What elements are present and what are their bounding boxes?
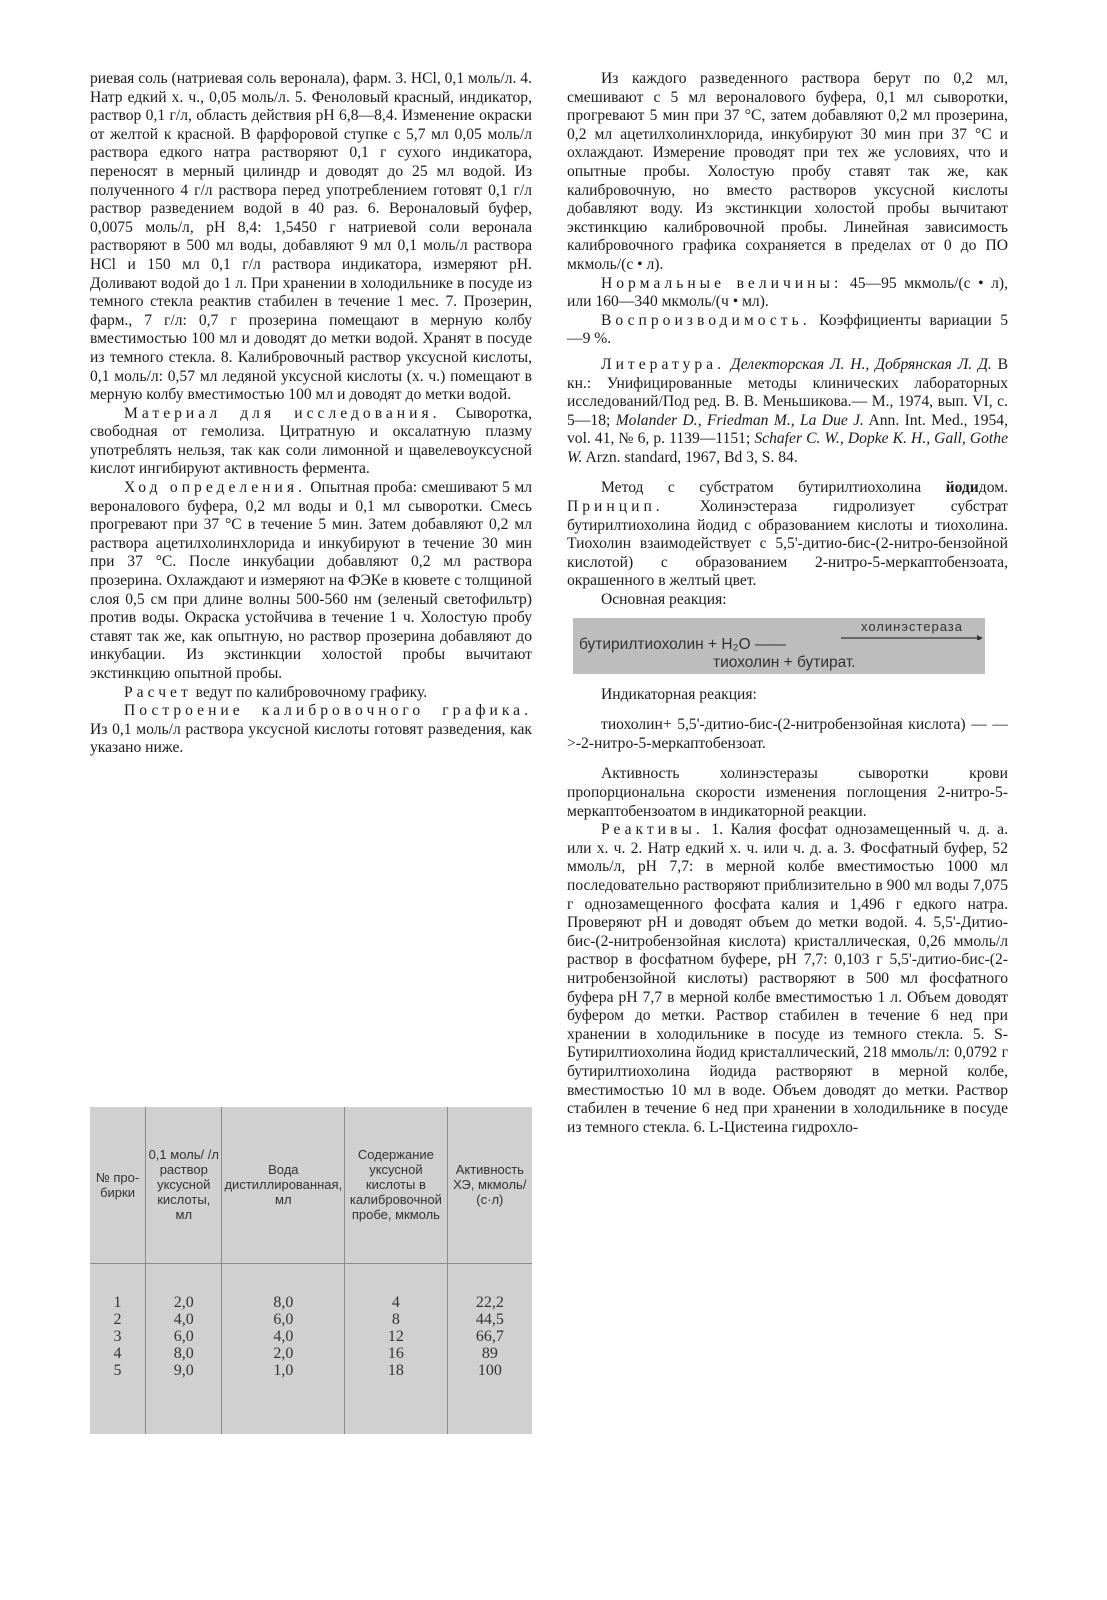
- method-text-1: Метод с субстратом бутирилтиохолина: [601, 479, 946, 497]
- cell-value: 1: [113, 1293, 122, 1311]
- cell-value: 18: [387, 1361, 404, 1379]
- calibration-graph-text: Из 0,1 моль/л раствора уксусной кислоты готовят разведения, как указано ниже.: [90, 720, 532, 757]
- table-cell-content: [345, 1263, 447, 1434]
- cell-value: 2: [113, 1310, 122, 1328]
- activity-paragraph: Активность холинэстеразы сыворотки крови пропорциональна скорости изменения поглощения 2-нитро-5-меркаптобензоатом в индикаторной реакции.: [567, 765, 1008, 820]
- material-text: Сыворотка, свободная от гемолиза. Цитратную и оксалатную плазму употреблять нельзя, так как соли лимонной и щавелевоуксусной кислот ингибируют активность фермента.: [90, 404, 532, 478]
- cell-value: 6,0: [273, 1310, 294, 1328]
- cell-value: 9,0: [173, 1361, 194, 1379]
- cell-value: 8,0: [273, 1293, 294, 1311]
- cell-value: 3: [113, 1327, 122, 1345]
- cell-value: 100: [477, 1361, 502, 1379]
- procedure-text: Опытная проба: смешивают 5 мл вероналового буфера, 0,2 мл воды и 0,1 мл сыворотки. Смесь прогревают при 37 °С в течение 5 мин. Затем добавляют 0,2 мл раствора ацетилхолинхлорида и инкубируют в течение 30 мин при 37 °С. После инкубации добавляют 0,2 мл раствора прозерина. Охлаждают и измеряют на ФЭКе в кювете с толщиной слоя 0,5 см при длине волны 500-560 нм (зеленый светофильтр) против воды. Окраска устойчива в течение 1 ч. Холостую пробу ставят так же, как опытную, но раствор прозерина добавляют до инкубации. Из экстинкции холостой пробы вычитают экстинкцию опытной пробы.: [90, 479, 532, 682]
- normal-values-text: 45—95 мкмоль/(с • л), или 160—340 мкмоль/(ч • мл).: [567, 274, 1009, 311]
- left-column: [90, 70, 532, 758]
- cell-value: 8,0: [173, 1344, 194, 1362]
- reagents-text: 1. Калия фосфат однозамещенный ч. д. а. или х. ч. 2. Натр едкий х. ч. или ч. д. а. 3. Фосфатный буфер, 52 ммоль/л, рН 7,7: в мерной колбе вместимостью 1000 мл последовательно растворяют приблизительно в 900 мл воды 7,075 г однозамещенного фосфата калия и 1,496 г едкого натра. Проверяют рН и доводят объем до метки водой. 4. 5,5'-Дитио-бис-(2-нитробензойная кислота) кристаллическая, 0,26 ммоль/л раствор в фосфатном буфере, рН 7,7: 0,103 г 5,5'-дитио-бис-(2-нитробензойной кислоты) растворяют в 500 мл фосфатного буфера рН 7,7 в мерной колбе вместимостью 1 л. Объем доводят буфером до метки. Раствор стабилен в течение 6 нед при хранении в холодильнике в посуде из темного стекла. 5. S-Бутирилтиохолина йодид кристаллический, 218 ммоль/л: 0,0792 г бутирилтиохолина йодида растворяют в мерной колбе, вместимостью 10 мл в воде. Объем доводят до метки. Раствор стабилен в течение 6 нед при хранении в холодильнике в посуде из темного стекла. 6. L-Цистеина гидрохло-: [567, 821, 1008, 1136]
- table-cell-acid: [146, 1263, 222, 1434]
- principle-text: Холинэстераза гидролизует субстрат бутирилтиохолина йодид с образованием кислоты и тиохолина. Тиохолин взаимодействует с 5,5'-дитио-бис-(2-нитро-бензойной кислотой) с образованием 2-нитро-5-меркаптобензоата, окрашенного в желтый цвет.: [567, 498, 1008, 590]
- cell-value: 1,0: [273, 1361, 294, 1379]
- literature-paragraph: [567, 356, 1008, 468]
- reagents-label: Реактивы.: [601, 821, 704, 839]
- cell-value: 44,5: [475, 1310, 504, 1328]
- table-cell-activity: [447, 1263, 532, 1434]
- cell-value: 22,2: [475, 1293, 504, 1311]
- method-bold-text: йоди: [945, 479, 979, 497]
- header-water-volume: Вода дистиллированная, мл: [222, 1107, 345, 1263]
- calibration-procedure-paragraph: Из каждого разведенного раствора берут по 0,2 мл, смешивают с 5 мл вероналового буфера, 0,1 мл сыворотки, прогревают 5 мин при 37 °С, затем добавляют 0,2 мл прозерина, 0,2 мл ацетилхолинхлорида, инкубируют 30 мин при 37 °С и охлаждают. Измерение проводят при тех же условиях, что и опытные пробы. Холостую пробу ставят так же, как калибровочную, но вместо растворов уксусной кислоты добавляют воду. Из экстинкции холостой пробы вычитают экстинкцию калибровочной пробы. Линейная зависимость калибровочного графика сохраняется в пределах от 0 до ПО мкмоль/(с • л).: [567, 70, 1008, 273]
- literature-label: Литература.: [601, 355, 725, 373]
- cell-value: 66,7: [475, 1327, 504, 1345]
- cell-value: 89: [481, 1344, 498, 1362]
- header-acid-volume: 0,1 моль/ /л раствор уксусной кислоты, мл: [146, 1107, 222, 1263]
- material-paragraph: [90, 405, 532, 479]
- principle-label: Принцип.: [567, 498, 664, 516]
- reaction-arrow-icon: [841, 628, 983, 640]
- reproducibility-text: Коэффициенты вариации 5—9 %.: [567, 311, 1008, 348]
- literature-text-3: Arzn. standard, 1967, Bd 3, S. 84.: [582, 448, 798, 466]
- literature-author-3: Schafer C. W., Dopke K. H., Gall, Gothe W.: [567, 430, 1008, 466]
- cell-value: 12: [387, 1327, 404, 1345]
- indicator-reaction-equation: тиохолин+ 5,5'-дитио-бис-(2-нитробензойная кислота) — —>-2-нитро-5-меркаптобензоат.: [567, 716, 1008, 752]
- calibration-table: [90, 1107, 532, 1434]
- table-cell-tube: [90, 1263, 146, 1434]
- literature-author-1: Делекторская Л. Н., Добрянская Л. Д.: [725, 355, 992, 373]
- cell-value: 16: [387, 1344, 404, 1362]
- reproducibility-paragraph: [567, 312, 1008, 349]
- calculation-text: ведут по калибровочному графику.: [191, 683, 428, 701]
- main-reaction-equation: [573, 618, 985, 674]
- table-header-row: [90, 1107, 532, 1263]
- literature-text-1: В кн.: Унифицированные методы клинических лабораторных исследований/Под ред. В. В. Меньшикова.— М., 1974, вып. VI, с. 5—18;: [567, 355, 1008, 429]
- cell-value: 5: [113, 1361, 122, 1379]
- table-cell-water: [222, 1263, 345, 1434]
- material-label: Материал для исследования.: [124, 404, 441, 422]
- cell-value: 8: [391, 1310, 400, 1328]
- reagents-continued-paragraph: риевая соль (натриевая соль веронала), фарм. 3. НСl, 0,1 моль/л. 4. Натр едкий х. ч., 0,05 моль/л. 5. Феноловый красный, индикатор, раствор 0,1 г/л, область действия рН 6,8—8,4. Изменение окраски от желтой к красной. В фарфоровой ступке с 5,7 мл 0,05 моль/л раствора едкого натра растворяют 0,1 г сухого индикатора, переносят в мерный цилиндр и доводят до 25 мл водой. Из полученного 4 г/л раствора перед употреблением готовят 0,1 г/л раствор разведением водой в 40 раз. 6. Вероналовый буфер, 0,0075 моль/л, рН 8,4: 1,5450 г натриевой соли веронала растворяют в 500 мл воды, добавляют 9 мл 0,1 моль/л раствора НСl и 150 мл 0,1 г/л раствора индикатора, измеряют рН. Доливают водой до 1 л. При хранении в холодильнике в посуде из темного стекла реактив стабилен в течение 1 мес. 7. Прозерин, фарм., 7 г/л: 0,7 г прозерина помещают в мерную колбу вместимостью 100 мл и доводят до метки водой. Хранят в посуде из темного стекла. 8. Калибровочный раствор уксусной кислоты, 0,1 моль/л: 0,57 мл ледяной уксусной кислоты (х. ч.) помещают в мерную колбу вместимостью 100 мл и доводят до метки водой.: [90, 70, 532, 404]
- literature-author-2: Molander D., Friedman M., La Due J.: [610, 411, 864, 429]
- calculation-label: Расчет: [124, 683, 192, 701]
- procedure-label: Ход определения.: [124, 479, 306, 497]
- calibration-graph-paragraph: [90, 702, 532, 758]
- reaction-products: тиохолин + бутират.: [713, 653, 856, 671]
- normal-values-paragraph: [567, 275, 1008, 312]
- cell-value: 2,0: [173, 1293, 194, 1311]
- table-body-row: [90, 1263, 532, 1434]
- procedure-paragraph: [90, 479, 532, 684]
- calibration-graph-label: Построение калибровочного графика.: [124, 702, 532, 720]
- method-paragraph: [567, 479, 1008, 591]
- header-tube-number: № про-бирки: [90, 1107, 146, 1263]
- cell-value: 6,0: [173, 1327, 194, 1345]
- reaction-reactants: бутирилтиохолин + H₂O ——: [579, 635, 786, 653]
- header-acid-content: Содержание уксусной кислоты в калибровочной пробе, мкмоль: [345, 1107, 447, 1263]
- reaction-enzyme: холинэстераза: [861, 618, 964, 634]
- right-column: [567, 70, 1008, 1137]
- cell-value: 4: [391, 1293, 400, 1311]
- calculation-paragraph: [90, 684, 532, 703]
- cell-value: 4: [113, 1344, 122, 1362]
- header-activity: Активность ХЭ, мкмоль/ (с·л): [447, 1107, 532, 1263]
- reproducibility-label: Воспроизводимость.: [601, 311, 811, 329]
- reagents-paragraph: [567, 821, 1008, 1137]
- method-text-2: дом.: [978, 479, 1008, 497]
- cell-value: 2,0: [273, 1344, 294, 1362]
- cell-value: 4,0: [173, 1310, 194, 1328]
- main-reaction-label: Основная реакция:: [601, 591, 727, 609]
- literature-text-2: Ann. Int. Med., 1954, vol. 41, № 6, p. 1139—1151;: [567, 411, 1008, 448]
- cell-value: 4,0: [273, 1327, 294, 1345]
- indicator-reaction-label: Индикаторная реакция:: [601, 685, 757, 703]
- normal-values-label: Нормальные величины:: [601, 274, 843, 292]
